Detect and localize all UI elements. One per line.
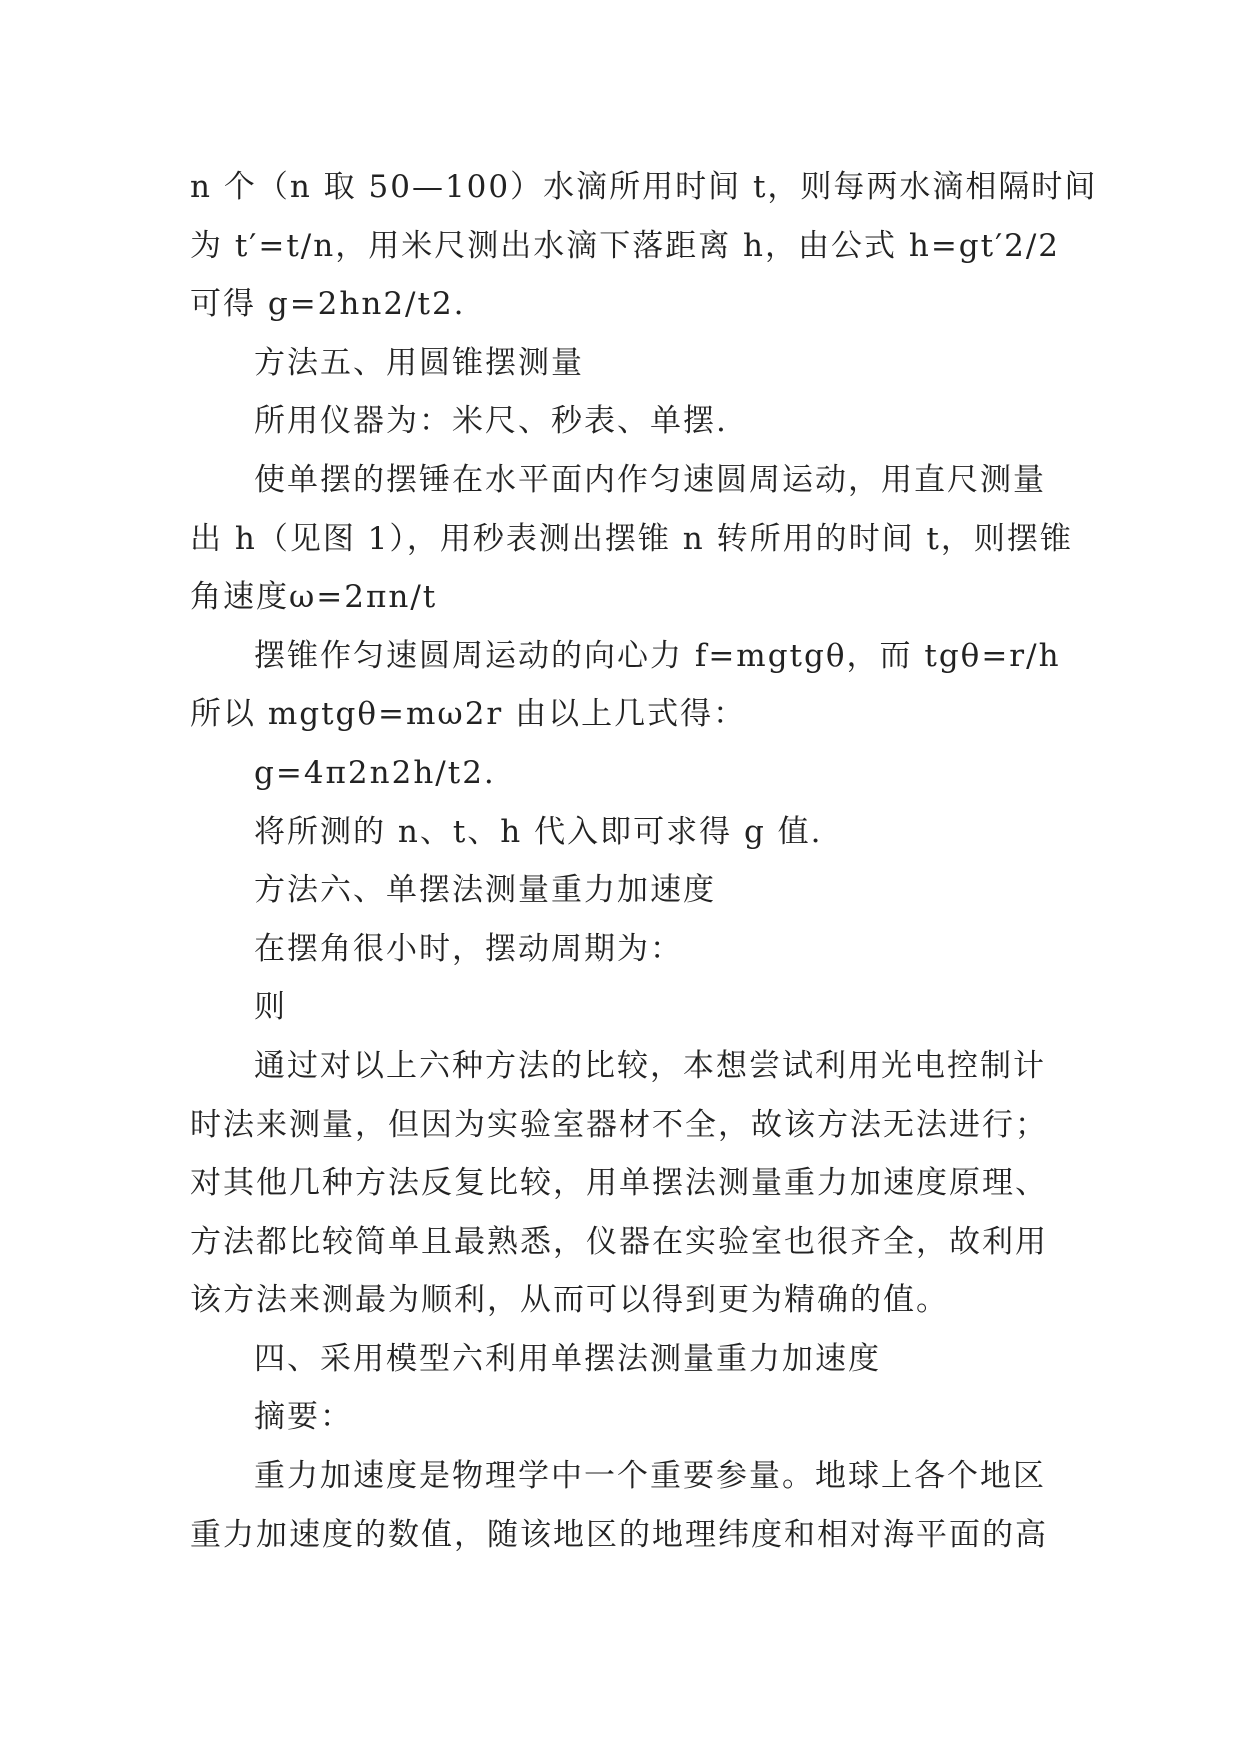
text-line: 所用仪器为：米尺、秒表、单摆. — [254, 403, 728, 440]
text-line: 将所测的 n、t、h 代入即可求得 g 值. — [254, 813, 823, 850]
abstract-heading: 摘要： — [254, 1399, 353, 1436]
document-body — [190, 158, 1098, 1564]
text-line: 摆锥作匀速圆周运动的向心力 f=mgtgθ，而 tgθ=r/h — [254, 637, 1061, 674]
text-line: 对其他几种方法反复比较，用单摆法测量重力加速度原理、 — [190, 1165, 1048, 1202]
text-line: 角速度ω=2πn/t — [190, 579, 438, 616]
text-line: 时法来测量，但因为实验室器材不全，故该方法无法进行； — [190, 1106, 1048, 1143]
text-line: 通过对以上六种方法的比较，本想尝试利用光电控制计 — [254, 1047, 1046, 1084]
text-line: 使单摆的摆锤在水平面内作匀速圆周运动，用直尺测量 — [254, 461, 1046, 498]
section-heading-part-4: 四、采用模型六利用单摆法测量重力加速度 — [254, 1340, 881, 1377]
text-line: 重力加速度是物理学中一个重要参量。地球上各个地区 — [254, 1458, 1046, 1495]
text-line: 出 h（见图 1），用秒表测出摆锥 n 转所用的时间 t，则摆锥 — [190, 520, 1073, 557]
text-line: n 个（n 取 50—100）水滴所用时间 t，则每两水滴相隔时间 — [190, 169, 1098, 205]
text-line: 在摆角很小时，摆动周期为： — [254, 930, 683, 967]
text-line: 则 — [254, 989, 287, 1026]
text-line: 为 t′=t/n，用米尺测出水滴下落距离 h，由公式 h=gt′2/2 — [190, 227, 1061, 264]
text-line: 所以 mgtgθ=mω2r 由以上几式得： — [190, 696, 747, 733]
section-heading-method-6: 方法六、单摆法测量重力加速度 — [254, 872, 716, 909]
section-heading-method-5: 方法五、用圆锥摆测量 — [254, 344, 584, 381]
text-line: 方法都比较简单且最熟悉，仪器在实验室也很齐全，故利用 — [190, 1223, 1048, 1260]
text-line: 该方法来测最为顺利，从而可以得到更为精确的值。 — [190, 1282, 949, 1319]
text-line: 重力加速度的数值，随该地区的地理纬度和相对海平面的高 — [190, 1516, 1048, 1553]
formula-line: g=4π2n2h/t2. — [254, 754, 496, 791]
text-line: 可得 g=2hn2/t2. — [190, 286, 466, 323]
